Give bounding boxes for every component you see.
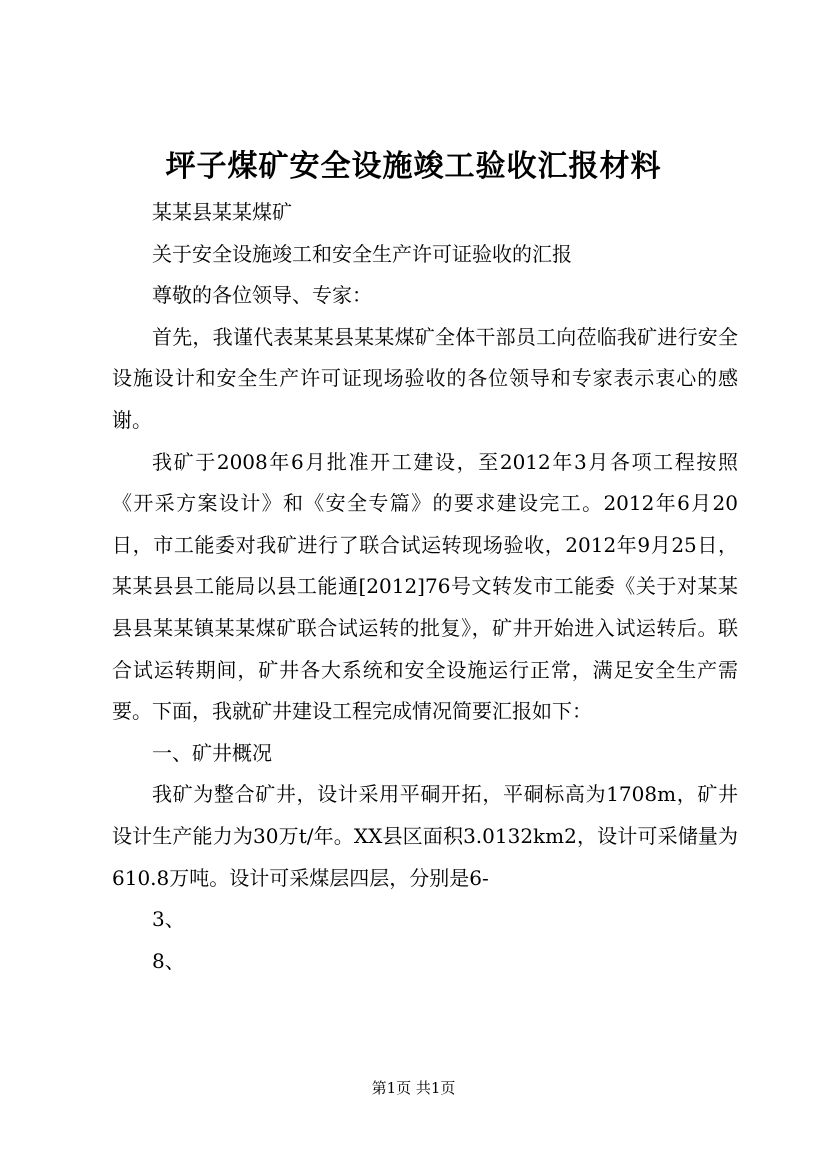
paragraph-construction-history: 我矿于2008年6月批准开工建设，至2012年3月各项工程按照《开采方案设计》和《安全专篇》的要求建设完工。2012年6月20日，市工能委对我矿进行了联合试运转现场验收，2012年9月25日，某某县县工能局以县工能通[2012]76号文转发市工能委《关于对某某县县某某镇某某煤矿联合试运转的批复》，矿井开始进入试运转后。联合试运转期间，矿井各大系统和安全设施运行正常，满足安全生产需要。下面，我就矿井建设工程完成情况简要汇报如下： [112, 449, 738, 724]
paragraph-list-item: 8、 [152, 948, 185, 973]
paragraph-mine-overview: 我矿为整合矿井，设计采用平硐开拓，平硐标高为1708m，矿井设计生产能力为30万t/年。XX县区面积3.0132km2，设计可采储量为610.8万吨。设计可采煤层四层，分别是6- [112, 782, 738, 890]
paragraph-salutation: 尊敬的各位领导、专家： [152, 283, 372, 308]
paragraph-report-subject: 关于安全设施竣工和安全生产许可证验收的汇报 [152, 241, 572, 266]
document-title: 坪子煤矿安全设施竣工验收汇报材料 [165, 149, 662, 184]
section-heading-mine-overview: 一、矿井概况 [152, 740, 272, 765]
page-footer [0, 1078, 827, 1098]
document-body [112, 192, 738, 982]
paragraph-list-item: 3、 [152, 907, 185, 932]
paragraph-company: 某某县某某煤矿 [152, 200, 292, 224]
page-number-label: 第1页 共1页 [371, 1079, 456, 1097]
paragraph-thanks: 首先，我谨代表某某县某某煤矿全体干部员工向莅临我矿进行安全设施设计和安全生产许可证现场验收的各位领导和专家表示衷心的感谢。 [112, 324, 738, 432]
